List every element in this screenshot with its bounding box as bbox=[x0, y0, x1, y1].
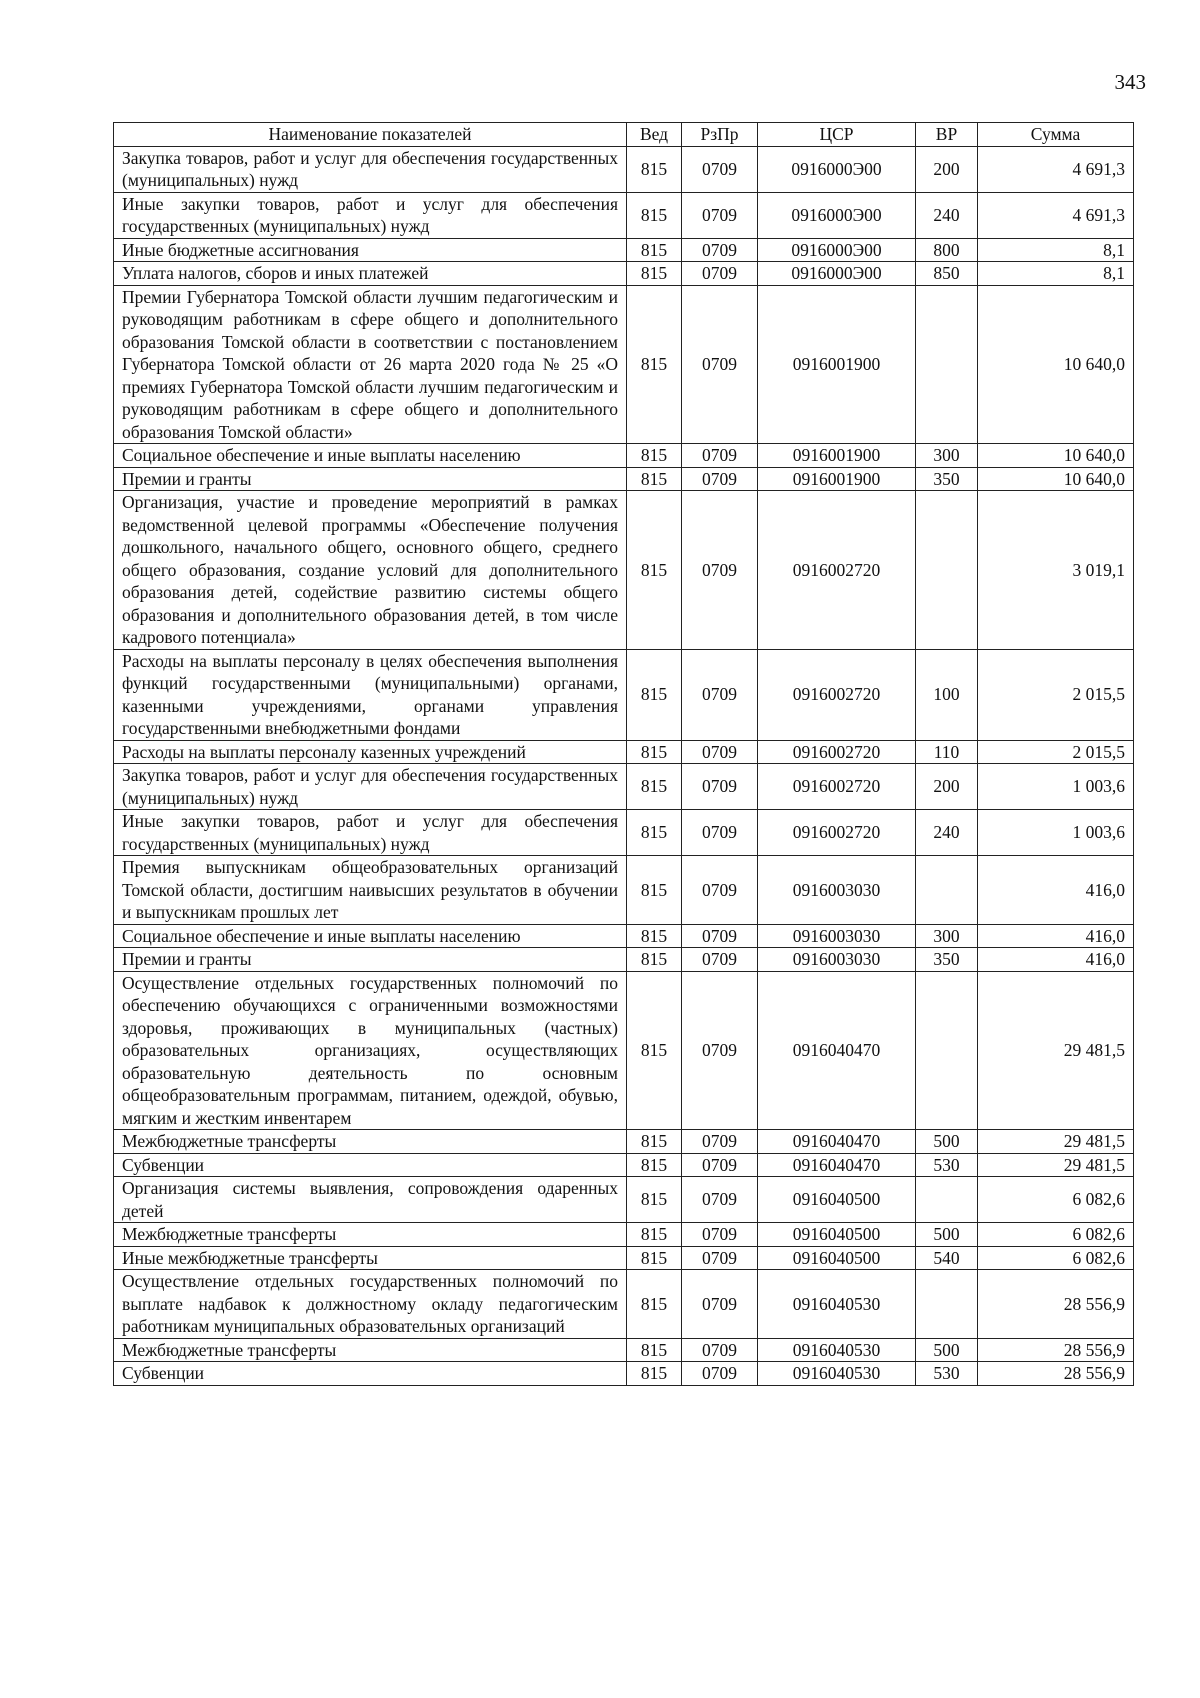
cell-csr: 0916040500 bbox=[758, 1223, 916, 1247]
cell-rzpr: 0709 bbox=[682, 491, 758, 650]
cell-ved: 815 bbox=[627, 1153, 682, 1177]
cell-csr: 0916001900 bbox=[758, 444, 916, 468]
table-row bbox=[114, 856, 1134, 925]
cell-sum: 6 082,6 bbox=[978, 1177, 1134, 1223]
cell-sum: 29 481,5 bbox=[978, 1153, 1134, 1177]
cell-rzpr: 0709 bbox=[682, 924, 758, 948]
table-body bbox=[114, 146, 1134, 1385]
cell-sum: 6 082,6 bbox=[978, 1223, 1134, 1247]
cell-name: Расходы на выплаты персоналу казенных учреждений bbox=[114, 740, 627, 764]
cell-vr bbox=[916, 1177, 978, 1223]
table-row bbox=[114, 285, 1134, 444]
cell-sum: 28 556,9 bbox=[978, 1270, 1134, 1339]
cell-vr: 350 bbox=[916, 948, 978, 972]
cell-vr bbox=[916, 971, 978, 1130]
cell-ved: 815 bbox=[627, 1246, 682, 1270]
cell-name: Премии и гранты bbox=[114, 467, 627, 491]
cell-csr: 0916040470 bbox=[758, 1130, 916, 1154]
cell-ved: 815 bbox=[627, 810, 682, 856]
cell-sum: 416,0 bbox=[978, 856, 1134, 925]
cell-csr: 0916000Э00 bbox=[758, 262, 916, 286]
cell-ved: 815 bbox=[627, 1223, 682, 1247]
cell-vr: 350 bbox=[916, 467, 978, 491]
table-row bbox=[114, 971, 1134, 1130]
cell-rzpr: 0709 bbox=[682, 285, 758, 444]
table-row bbox=[114, 146, 1134, 192]
cell-sum: 4 691,3 bbox=[978, 146, 1134, 192]
cell-rzpr: 0709 bbox=[682, 467, 758, 491]
cell-ved: 815 bbox=[627, 856, 682, 925]
cell-rzpr: 0709 bbox=[682, 1177, 758, 1223]
column-header-vr: ВР bbox=[916, 123, 978, 147]
cell-rzpr: 0709 bbox=[682, 1130, 758, 1154]
cell-rzpr: 0709 bbox=[682, 262, 758, 286]
cell-rzpr: 0709 bbox=[682, 649, 758, 740]
cell-vr: 300 bbox=[916, 444, 978, 468]
cell-rzpr: 0709 bbox=[682, 192, 758, 238]
cell-vr: 530 bbox=[916, 1362, 978, 1386]
cell-csr: 0916002720 bbox=[758, 649, 916, 740]
cell-vr: 100 bbox=[916, 649, 978, 740]
cell-sum: 3 019,1 bbox=[978, 491, 1134, 650]
cell-name: Межбюджетные трансферты bbox=[114, 1338, 627, 1362]
cell-ved: 815 bbox=[627, 1177, 682, 1223]
table-row bbox=[114, 1130, 1134, 1154]
cell-rzpr: 0709 bbox=[682, 444, 758, 468]
cell-vr: 500 bbox=[916, 1130, 978, 1154]
cell-name: Осуществление отдельных государственных полномочий по обеспечению обучающихся с ограниченными возможностями здоровья, проживающих в муниципальных (частных) образовательных организациях, осуществляющих образовательную деятельность по основным общеобразовательным программам, питанием, одеждой, обувью, мягким и жестким инвентарем bbox=[114, 971, 627, 1130]
cell-sum: 416,0 bbox=[978, 924, 1134, 948]
table-row bbox=[114, 948, 1134, 972]
table-row bbox=[114, 262, 1134, 286]
cell-csr: 0916001900 bbox=[758, 467, 916, 491]
cell-csr: 0916000Э00 bbox=[758, 192, 916, 238]
cell-name: Организация, участие и проведение мероприятий в рамках ведомственной целевой программы «Обеспечение получения дошкольного, начального общего, основного общего, среднего общего образования, создание условий для дополнительного образования детей, содействие развитию системы общего образования и дополнительного образования детей, в том числе кадрового потенциала» bbox=[114, 491, 627, 650]
cell-sum: 8,1 bbox=[978, 238, 1134, 262]
cell-csr: 0916003030 bbox=[758, 948, 916, 972]
cell-rzpr: 0709 bbox=[682, 948, 758, 972]
cell-name: Премии Губернатора Томской области лучшим педагогическим и руководящим работникам в сфере общего и дополнительного образования Томской области в соответствии с постановлением Губернатора Томской области от 26 марта 2020 года № 25 «О премиях Губернатора Томской области лучшим педагогическим и руководящим работникам в сфере общего и дополнительного образования Томской области» bbox=[114, 285, 627, 444]
cell-ved: 815 bbox=[627, 285, 682, 444]
cell-sum: 28 556,9 bbox=[978, 1338, 1134, 1362]
cell-rzpr: 0709 bbox=[682, 1246, 758, 1270]
cell-sum: 28 556,9 bbox=[978, 1362, 1134, 1386]
cell-ved: 815 bbox=[627, 740, 682, 764]
cell-csr: 0916000Э00 bbox=[758, 146, 916, 192]
cell-ved: 815 bbox=[627, 491, 682, 650]
cell-name: Премия выпускникам общеобразовательных организаций Томской области, достигшим наивысших результатов в обучении и выпускникам прошлых лет bbox=[114, 856, 627, 925]
table-row bbox=[114, 444, 1134, 468]
cell-csr: 0916040530 bbox=[758, 1270, 916, 1339]
cell-ved: 815 bbox=[627, 192, 682, 238]
cell-ved: 815 bbox=[627, 467, 682, 491]
page-number: 343 bbox=[1114, 70, 1146, 94]
cell-sum: 2 015,5 bbox=[978, 740, 1134, 764]
cell-name: Закупка товаров, работ и услуг для обеспечения государственных (муниципальных) нужд bbox=[114, 146, 627, 192]
cell-vr: 200 bbox=[916, 146, 978, 192]
cell-sum: 8,1 bbox=[978, 262, 1134, 286]
cell-name: Субвенции bbox=[114, 1362, 627, 1386]
table-row bbox=[114, 1338, 1134, 1362]
cell-vr bbox=[916, 1270, 978, 1339]
cell-rzpr: 0709 bbox=[682, 764, 758, 810]
cell-rzpr: 0709 bbox=[682, 146, 758, 192]
cell-sum: 1 003,6 bbox=[978, 810, 1134, 856]
cell-name: Премии и гранты bbox=[114, 948, 627, 972]
budget-table bbox=[113, 122, 1134, 1386]
cell-csr: 0916040470 bbox=[758, 1153, 916, 1177]
table-row bbox=[114, 192, 1134, 238]
table-row bbox=[114, 1223, 1134, 1247]
cell-sum: 10 640,0 bbox=[978, 467, 1134, 491]
cell-rzpr: 0709 bbox=[682, 1153, 758, 1177]
cell-name: Осуществление отдельных государственных полномочий по выплате надбавок к должностному окладу педагогическим работникам муниципальных образовательных организаций bbox=[114, 1270, 627, 1339]
cell-csr: 0916003030 bbox=[758, 856, 916, 925]
cell-vr bbox=[916, 491, 978, 650]
cell-ved: 815 bbox=[627, 444, 682, 468]
cell-vr: 500 bbox=[916, 1223, 978, 1247]
cell-rzpr: 0709 bbox=[682, 238, 758, 262]
cell-csr: 0916001900 bbox=[758, 285, 916, 444]
column-header-ved: Вед bbox=[627, 123, 682, 147]
cell-ved: 815 bbox=[627, 1130, 682, 1154]
cell-ved: 815 bbox=[627, 238, 682, 262]
table-header-row bbox=[114, 123, 1134, 147]
cell-sum: 10 640,0 bbox=[978, 285, 1134, 444]
cell-csr: 0916040500 bbox=[758, 1177, 916, 1223]
cell-ved: 815 bbox=[627, 764, 682, 810]
cell-vr: 200 bbox=[916, 764, 978, 810]
table-row bbox=[114, 1362, 1134, 1386]
table-row bbox=[114, 649, 1134, 740]
cell-csr: 0916002720 bbox=[758, 764, 916, 810]
cell-csr: 0916040500 bbox=[758, 1246, 916, 1270]
cell-sum: 29 481,5 bbox=[978, 1130, 1134, 1154]
cell-rzpr: 0709 bbox=[682, 1223, 758, 1247]
cell-rzpr: 0709 bbox=[682, 810, 758, 856]
cell-vr: 300 bbox=[916, 924, 978, 948]
cell-name: Социальное обеспечение и иные выплаты населению bbox=[114, 924, 627, 948]
cell-name: Субвенции bbox=[114, 1153, 627, 1177]
cell-rzpr: 0709 bbox=[682, 1338, 758, 1362]
cell-sum: 416,0 bbox=[978, 948, 1134, 972]
cell-sum: 6 082,6 bbox=[978, 1246, 1134, 1270]
cell-csr: 0916040530 bbox=[758, 1338, 916, 1362]
cell-csr: 0916003030 bbox=[758, 924, 916, 948]
cell-ved: 815 bbox=[627, 146, 682, 192]
table-row bbox=[114, 1153, 1134, 1177]
cell-ved: 815 bbox=[627, 1362, 682, 1386]
cell-ved: 815 bbox=[627, 924, 682, 948]
cell-vr: 500 bbox=[916, 1338, 978, 1362]
cell-vr: 240 bbox=[916, 192, 978, 238]
cell-ved: 815 bbox=[627, 971, 682, 1130]
table-row bbox=[114, 238, 1134, 262]
table-row bbox=[114, 1246, 1134, 1270]
cell-rzpr: 0709 bbox=[682, 856, 758, 925]
table-row bbox=[114, 924, 1134, 948]
cell-name: Межбюджетные трансферты bbox=[114, 1223, 627, 1247]
table-row bbox=[114, 764, 1134, 810]
cell-name: Уплата налогов, сборов и иных платежей bbox=[114, 262, 627, 286]
cell-csr: 0916002720 bbox=[758, 810, 916, 856]
column-header-sum: Сумма bbox=[978, 123, 1134, 147]
cell-csr: 0916000Э00 bbox=[758, 238, 916, 262]
cell-rzpr: 0709 bbox=[682, 1362, 758, 1386]
cell-name: Закупка товаров, работ и услуг для обеспечения государственных (муниципальных) нужд bbox=[114, 764, 627, 810]
cell-name: Организация системы выявления, сопровождения одаренных детей bbox=[114, 1177, 627, 1223]
cell-sum: 4 691,3 bbox=[978, 192, 1134, 238]
column-header-rzpr: РзПр bbox=[682, 123, 758, 147]
table-row bbox=[114, 740, 1134, 764]
cell-ved: 815 bbox=[627, 1338, 682, 1362]
column-header-csr: ЦСР bbox=[758, 123, 916, 147]
cell-name: Социальное обеспечение и иные выплаты населению bbox=[114, 444, 627, 468]
cell-csr: 0916002720 bbox=[758, 740, 916, 764]
cell-vr: 110 bbox=[916, 740, 978, 764]
cell-sum: 2 015,5 bbox=[978, 649, 1134, 740]
cell-vr bbox=[916, 856, 978, 925]
cell-vr: 540 bbox=[916, 1246, 978, 1270]
cell-ved: 815 bbox=[627, 262, 682, 286]
cell-sum: 29 481,5 bbox=[978, 971, 1134, 1130]
cell-sum: 1 003,6 bbox=[978, 764, 1134, 810]
table-row bbox=[114, 467, 1134, 491]
cell-csr: 0916002720 bbox=[758, 491, 916, 650]
cell-name: Иные межбюджетные трансферты bbox=[114, 1246, 627, 1270]
cell-name: Иные бюджетные ассигнования bbox=[114, 238, 627, 262]
cell-ved: 815 bbox=[627, 948, 682, 972]
cell-vr bbox=[916, 285, 978, 444]
column-header-name: Наименование показателей bbox=[114, 123, 627, 147]
table-row bbox=[114, 1177, 1134, 1223]
cell-ved: 815 bbox=[627, 1270, 682, 1339]
table-row bbox=[114, 1270, 1134, 1339]
cell-sum: 10 640,0 bbox=[978, 444, 1134, 468]
cell-csr: 0916040470 bbox=[758, 971, 916, 1130]
cell-vr: 800 bbox=[916, 238, 978, 262]
cell-vr: 850 bbox=[916, 262, 978, 286]
cell-name: Иные закупки товаров, работ и услуг для обеспечения государственных (муниципальных) нужд bbox=[114, 192, 627, 238]
cell-name: Иные закупки товаров, работ и услуг для обеспечения государственных (муниципальных) нужд bbox=[114, 810, 627, 856]
cell-name: Расходы на выплаты персоналу в целях обеспечения выполнения функций государственными (муниципальными) органами, казенными учреждениями, органами управления государственными внебюджетными фондами bbox=[114, 649, 627, 740]
cell-vr: 530 bbox=[916, 1153, 978, 1177]
cell-vr: 240 bbox=[916, 810, 978, 856]
cell-rzpr: 0709 bbox=[682, 1270, 758, 1339]
cell-rzpr: 0709 bbox=[682, 971, 758, 1130]
table-row bbox=[114, 491, 1134, 650]
cell-ved: 815 bbox=[627, 649, 682, 740]
cell-csr: 0916040530 bbox=[758, 1362, 916, 1386]
cell-name: Межбюджетные трансферты bbox=[114, 1130, 627, 1154]
cell-rzpr: 0709 bbox=[682, 740, 758, 764]
table-row bbox=[114, 810, 1134, 856]
